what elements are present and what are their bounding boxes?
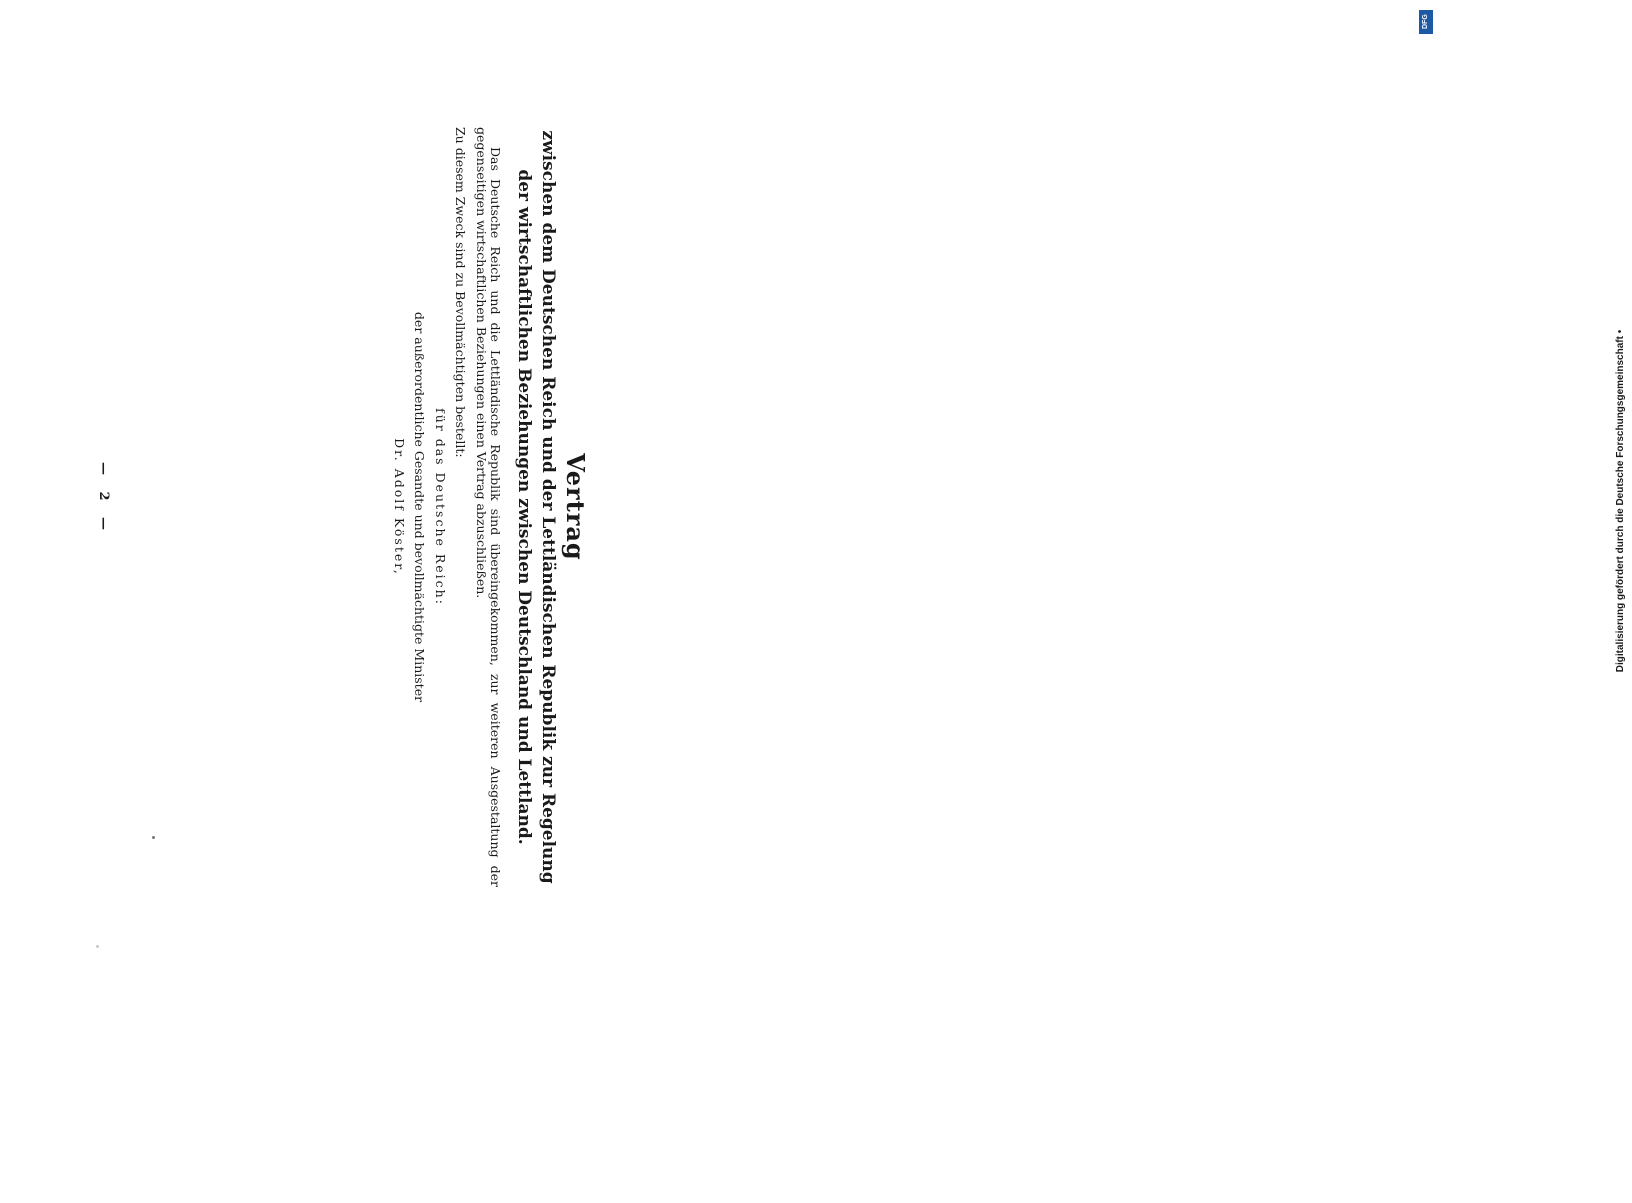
- german-subtitle: zwischen dem Deutschen Reich und der Lettländischen Republik zur Regelung der wirtschaftlichen Beziehungen zwischen Deutschland und Lettland.: [514, 130, 558, 884]
- german-envoy-name: Dr. Adolf Köster,: [391, 438, 407, 576]
- german-envoy: der außerordentliche Gesandte und bevollmächtigte Minister: [412, 311, 428, 703]
- german-title: Vertrag: [561, 453, 590, 561]
- latvian-treaty-column: [570, 120, 870, 920]
- scan-speck: [152, 836, 155, 839]
- page-number: — 2 —: [96, 461, 111, 537]
- dfg-badge: DFG: [1419, 10, 1433, 34]
- german-purpose: Zu diesem Zweck sind zu Bevollmächtigten bestellt:: [453, 127, 469, 458]
- german-for-reich: für das Deutsche Reich:: [432, 408, 448, 606]
- digitization-note: Digitalisierung gefördert durch die Deutsche Forschungsgemeinschaft •: [1615, 329, 1626, 673]
- german-intro: Das Deutsche Reich und die Lettländische Republik sind übereingekommen, zur weiteren Ausgestaltung der gegenseitigen wirtschaftlichen Beziehungen einen Vertrag abzuschließen.: [473, 127, 503, 887]
- scan-speck: [96, 945, 99, 948]
